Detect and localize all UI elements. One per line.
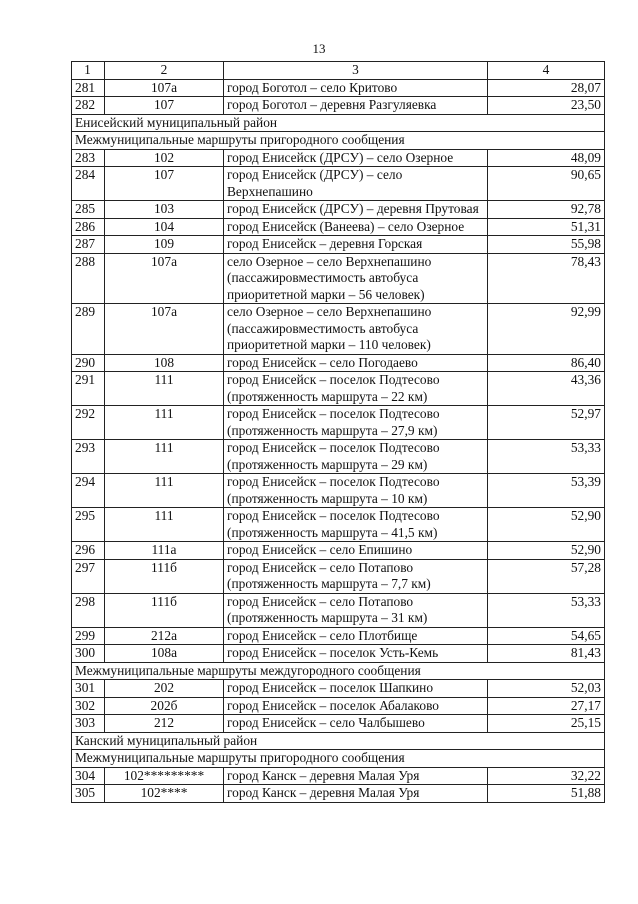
route-code-cell: 102*********	[105, 767, 224, 785]
section-heading: Енисейский муниципальный район	[72, 114, 605, 132]
table-row	[72, 559, 605, 593]
route-number-cell: 286	[72, 218, 105, 236]
route-name-cell: город Енисейск – поселок Шапкино	[224, 680, 488, 698]
route-value-cell: 92,99	[488, 304, 605, 355]
route-number-cell: 305	[72, 785, 105, 803]
table-row	[72, 354, 605, 372]
route-code-cell: 107	[105, 97, 224, 115]
route-number-cell: 295	[72, 508, 105, 542]
section-heading: Межмуниципальные маршруты пригородного сообщения	[72, 750, 605, 768]
route-number-cell: 285	[72, 201, 105, 219]
route-name-cell: село Озерное – село Верхнепашино (пассажировместимость автобуса приоритетной марки – 110 человек)	[224, 304, 488, 355]
route-name-cell: город Канск – деревня Малая Уря	[224, 767, 488, 785]
route-name-cell: город Енисейск – село Епишино	[224, 542, 488, 560]
route-number-cell: 288	[72, 253, 105, 304]
route-number-cell: 291	[72, 372, 105, 406]
route-value-cell: 23,50	[488, 97, 605, 115]
route-code-cell: 111б	[105, 559, 224, 593]
route-value-cell: 51,88	[488, 785, 605, 803]
route-number-cell: 289	[72, 304, 105, 355]
route-value-cell: 55,98	[488, 236, 605, 254]
table-row	[72, 593, 605, 627]
route-code-cell: 202	[105, 680, 224, 698]
route-name-cell: город Енисейск – село Погодаево	[224, 354, 488, 372]
route-value-cell: 52,97	[488, 406, 605, 440]
table-row	[72, 440, 605, 474]
route-value-cell: 54,65	[488, 627, 605, 645]
route-value-cell: 53,33	[488, 440, 605, 474]
route-value-cell: 32,22	[488, 767, 605, 785]
table-row	[72, 542, 605, 560]
routes-table-body	[72, 62, 605, 803]
table-row	[72, 767, 605, 785]
route-number-cell: 296	[72, 542, 105, 560]
route-name-cell: город Енисейск (ДРСУ) – деревня Прутовая	[224, 201, 488, 219]
route-value-cell: 86,40	[488, 354, 605, 372]
section-heading: Канский муниципальный район	[72, 732, 605, 750]
table-row	[72, 218, 605, 236]
table-row	[72, 785, 605, 803]
route-value-cell: 53,39	[488, 474, 605, 508]
section-heading-row	[72, 114, 605, 132]
route-code-cell: 103	[105, 201, 224, 219]
route-code-cell: 109	[105, 236, 224, 254]
route-value-cell: 48,09	[488, 149, 605, 167]
route-number-cell: 303	[72, 715, 105, 733]
route-name-cell: город Енисейск – поселок Подтесово (протяженность маршрута – 29 км)	[224, 440, 488, 474]
table-row	[72, 167, 605, 201]
route-name-cell: город Енисейск – поселок Подтесово (протяженность маршрута – 27,9 км)	[224, 406, 488, 440]
table-row	[72, 474, 605, 508]
route-name-cell: город Енисейск – село Плотбище	[224, 627, 488, 645]
route-number-cell: 281	[72, 79, 105, 97]
route-number-cell: 287	[72, 236, 105, 254]
table-row	[72, 79, 605, 97]
route-code-cell: 108а	[105, 645, 224, 663]
section-heading: Межмуниципальные маршруты междугородного сообщения	[72, 662, 605, 680]
route-name-cell: город Енисейск (Ванеева) – село Озерное	[224, 218, 488, 236]
route-code-cell: 111	[105, 372, 224, 406]
route-name-cell: город Енисейск – деревня Горская	[224, 236, 488, 254]
route-number-cell: 301	[72, 680, 105, 698]
route-value-cell: 52,03	[488, 680, 605, 698]
route-value-cell: 43,36	[488, 372, 605, 406]
table-row	[72, 149, 605, 167]
route-number-cell: 298	[72, 593, 105, 627]
route-number-cell: 302	[72, 697, 105, 715]
table-row	[72, 201, 605, 219]
route-code-cell: 107	[105, 167, 224, 201]
route-name-cell: город Боготол – деревня Разгуляевка	[224, 97, 488, 115]
route-value-cell: 28,07	[488, 79, 605, 97]
table-row	[72, 508, 605, 542]
route-name-cell: город Канск – деревня Малая Уря	[224, 785, 488, 803]
route-name-cell: город Енисейск – поселок Абалаково	[224, 697, 488, 715]
route-value-cell: 81,43	[488, 645, 605, 663]
route-code-cell: 102****	[105, 785, 224, 803]
page-number: 13	[312, 41, 326, 56]
route-name-cell: город Енисейск – поселок Подтесово (протяженность маршрута – 22 км)	[224, 372, 488, 406]
table-row	[72, 372, 605, 406]
table-row	[72, 645, 605, 663]
section-heading-row	[72, 750, 605, 768]
route-name-cell: город Енисейск (ДРСУ) – село Озерное	[224, 149, 488, 167]
route-code-cell: 107а	[105, 253, 224, 304]
route-code-cell: 111	[105, 508, 224, 542]
route-name-cell: село Озерное – село Верхнепашино (пассажировместимость автобуса приоритетной марки – 56 человек)	[224, 253, 488, 304]
route-number-cell: 292	[72, 406, 105, 440]
route-value-cell: 90,65	[488, 167, 605, 201]
route-code-cell: 107а	[105, 79, 224, 97]
route-value-cell: 25,15	[488, 715, 605, 733]
route-code-cell: 104	[105, 218, 224, 236]
table-row	[72, 406, 605, 440]
route-value-cell: 78,43	[488, 253, 605, 304]
route-number-cell: 283	[72, 149, 105, 167]
route-number-cell: 304	[72, 767, 105, 785]
route-value-cell: 92,78	[488, 201, 605, 219]
route-name-cell: город Енисейск – поселок Подтесово (протяженность маршрута – 41,5 км)	[224, 508, 488, 542]
route-number-cell: 293	[72, 440, 105, 474]
section-heading-row	[72, 132, 605, 150]
route-code-cell: 202б	[105, 697, 224, 715]
route-code-cell: 111а	[105, 542, 224, 560]
route-number-cell: 300	[72, 645, 105, 663]
route-code-cell: 212	[105, 715, 224, 733]
route-number-cell: 297	[72, 559, 105, 593]
table-row	[72, 680, 605, 698]
route-code-cell: 102	[105, 149, 224, 167]
route-number-cell: 284	[72, 167, 105, 201]
route-number-cell: 299	[72, 627, 105, 645]
table-row	[72, 697, 605, 715]
route-code-cell: 108	[105, 354, 224, 372]
route-value-cell: 57,28	[488, 559, 605, 593]
table-row	[72, 97, 605, 115]
table-row	[72, 253, 605, 304]
header-cell: 2	[105, 62, 224, 80]
route-value-cell: 52,90	[488, 542, 605, 560]
route-name-cell: город Енисейск – село Потапово (протяженность маршрута – 31 км)	[224, 593, 488, 627]
table-header-row	[72, 62, 605, 80]
routes-table	[71, 61, 605, 803]
route-number-cell: 290	[72, 354, 105, 372]
route-code-cell: 111	[105, 406, 224, 440]
route-name-cell: город Енисейск – поселок Подтесово (протяженность маршрута – 10 км)	[224, 474, 488, 508]
header-cell: 3	[224, 62, 488, 80]
route-code-cell: 107а	[105, 304, 224, 355]
route-code-cell: 111	[105, 474, 224, 508]
route-code-cell: 111	[105, 440, 224, 474]
header-cell: 1	[72, 62, 105, 80]
route-code-cell: 212а	[105, 627, 224, 645]
route-code-cell: 111б	[105, 593, 224, 627]
route-name-cell: город Енисейск (ДРСУ) – село Верхнепашино	[224, 167, 488, 201]
route-number-cell: 294	[72, 474, 105, 508]
route-value-cell: 53,33	[488, 593, 605, 627]
section-heading-row	[72, 662, 605, 680]
table-row	[72, 715, 605, 733]
route-name-cell: город Енисейск – село Потапово (протяженность маршрута – 7,7 км)	[224, 559, 488, 593]
header-cell: 4	[488, 62, 605, 80]
route-value-cell: 52,90	[488, 508, 605, 542]
table-row	[72, 304, 605, 355]
route-name-cell: город Енисейск – поселок Усть-Кемь	[224, 645, 488, 663]
route-name-cell: город Енисейск – село Чалбышево	[224, 715, 488, 733]
route-name-cell: город Боготол – село Критово	[224, 79, 488, 97]
route-number-cell: 282	[72, 97, 105, 115]
table-row	[72, 236, 605, 254]
table-row	[72, 627, 605, 645]
section-heading-row	[72, 732, 605, 750]
route-value-cell: 51,31	[488, 218, 605, 236]
section-heading: Межмуниципальные маршруты пригородного сообщения	[72, 132, 605, 150]
route-value-cell: 27,17	[488, 697, 605, 715]
